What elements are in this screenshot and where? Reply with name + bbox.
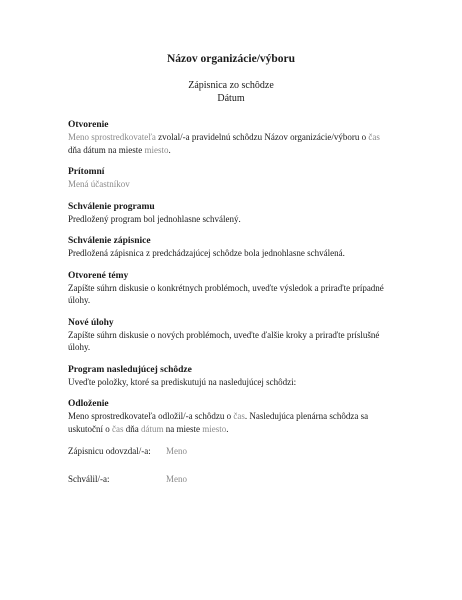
approved-by-row xyxy=(68,473,394,485)
opening-text-part: dňa dátum na mieste xyxy=(68,144,145,155)
next-meeting-heading: Program nasledujúcej schôdze xyxy=(68,364,192,375)
adjournment-text-part: dňa xyxy=(123,423,141,434)
facilitator-placeholder: Meno sprostredkovateľa xyxy=(68,132,156,142)
minutes-section xyxy=(68,235,394,260)
opening-section xyxy=(68,119,394,156)
next-meeting-text: Uveďte položky, ktoré sa prediskutujú na nasledujúcej schôdzi: xyxy=(68,376,297,387)
new-items-heading: Nové úlohy xyxy=(68,317,114,328)
agenda-text: Predložený program bol jednohlasne schválený. xyxy=(68,213,241,224)
date-placeholder: dátum xyxy=(141,423,164,434)
opening-text-part: zvolal/-a pravidelnú schôdzu Názov organizácie/výboru o xyxy=(155,132,369,142)
submitted-by-row xyxy=(68,445,394,457)
submitted-by-label: Zápisnicu odovzdal/-a: xyxy=(68,446,151,456)
time-placeholder: čas xyxy=(233,411,245,421)
agenda-heading: Schválenie programu xyxy=(68,201,155,212)
adjournment-text-part: na mieste xyxy=(163,423,203,434)
adjournment-text xyxy=(68,410,394,435)
next-meeting-section xyxy=(68,364,394,389)
adjournment-section xyxy=(68,398,394,435)
submitted-by-name: Meno xyxy=(166,446,187,456)
attendee-names: Mená účastníkov xyxy=(68,179,130,189)
opening-text-part: . xyxy=(168,144,171,155)
adjournment-text-part: Meno sprostredkovateľa odložil/-a schôdzu o xyxy=(68,411,234,421)
opening-heading: Otvorenie xyxy=(68,120,109,130)
open-items-text: Zapíšte súhrn diskusie o konkrétnych problémoch, uveďte výsledok a priraďte prípadné úlohy. xyxy=(68,282,384,305)
new-items-text: Zapíšte súhrn diskusie o nových problémoch, uveďte ďalšie kroky a priraďte príslušné úlohy. xyxy=(68,329,380,352)
adjournment-text-part: . xyxy=(226,423,229,434)
time-placeholder: čas xyxy=(112,423,124,434)
adjournment-heading: Odloženie xyxy=(68,399,109,409)
minutes-text: Predložená zápisnica z predchádzajúcej schôdze bola jednohlasne schválená. xyxy=(68,248,345,258)
open-items-heading: Otvorené témy xyxy=(68,270,129,281)
location-placeholder: miesto xyxy=(202,423,227,434)
adjournment-text-part: . Nasledujúca plenárna schôdza sa uskutoční o xyxy=(68,411,369,434)
open-items-section xyxy=(68,270,394,307)
minutes-heading: Schválenie zápisnice xyxy=(68,236,151,246)
present-section xyxy=(68,166,394,191)
meeting-date: Dátum xyxy=(217,93,245,104)
opening-text xyxy=(68,131,394,156)
time-placeholder: čas xyxy=(368,132,380,142)
approved-by-label: Schválil/-a: xyxy=(68,474,110,484)
present-heading: Prítomní xyxy=(68,167,105,177)
approved-by-name: Meno xyxy=(166,474,187,484)
agenda-section xyxy=(68,201,394,226)
document-title: Zápisnica zo schôdze xyxy=(188,80,274,91)
location-placeholder: miesto xyxy=(144,144,169,155)
organization-title: Názov organizácie/výboru xyxy=(166,53,296,65)
new-items-section xyxy=(68,317,394,354)
